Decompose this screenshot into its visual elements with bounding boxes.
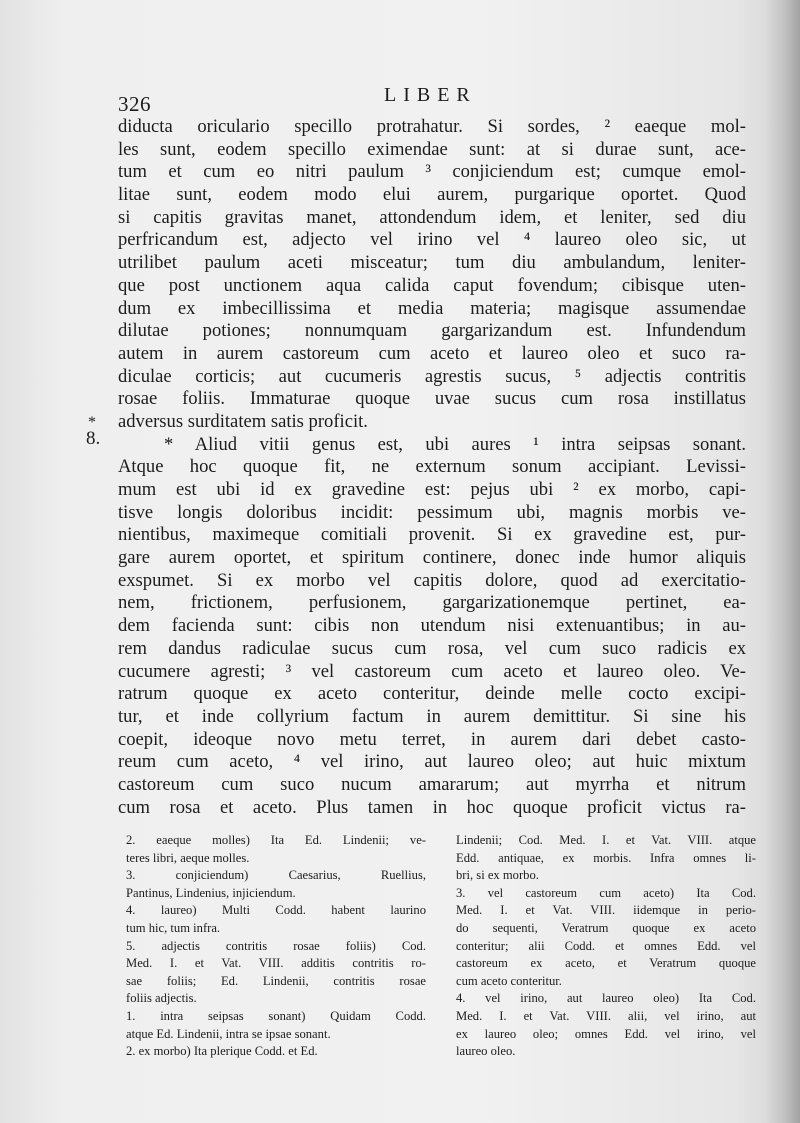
body-text-line: autem in aurem castoreum cum aceto et laureo oleo et suco ra- <box>118 342 746 364</box>
body-text-line: rosae foliis. Immaturae quoque uvae sucus cum rosa instillatus <box>118 388 746 410</box>
body-text-line: ratrum quoque ex aceto conteritur, deinde melle cocto excipi- <box>118 683 746 705</box>
body-text-line: les sunt, eodem specillo eximendae sunt: at si durae sunt, ace- <box>118 138 746 160</box>
body-text-line: utrilibet paulum aceti misceatur; tum diu ambulandum, leniter- <box>118 252 746 274</box>
footnote-line: Med. I. et Vat. VIII. additis contritis ro- <box>126 956 426 971</box>
footnote-line: foliis adjectis. <box>126 991 197 1006</box>
footnote-line: Pantinus, Lindenius, injiciendum. <box>126 885 296 900</box>
body-text-line: exspumet. Si ex morbo vel capitis dolore, quod ad exercitatio- <box>118 569 746 591</box>
footnote-line: 3. conjiciendum) Caesarius, Ruellius, <box>126 868 426 883</box>
footnote-line: castoreum ex aceto, et Veratrum quoque <box>456 956 756 971</box>
footnote-line: Med. I. et Vat. VIII. alii, vel irino, aut <box>456 1008 756 1023</box>
body-text-line: si capitis gravitas manet, attondendum idem, et leniter, sed diu <box>118 206 746 228</box>
body-text-line: nientibus, maximeque comitiali provenit. Si ex gravedine est, pur- <box>118 524 746 546</box>
footnote-line: sae foliis; Ed. Lindenii, contritis rosae <box>126 973 426 988</box>
footnote-line: 5. adjectis contritis rosae foliis) Cod. <box>126 938 426 953</box>
body-text-line: litae sunt, eodem modo elui aurem, purgarique oportet. Quod <box>118 184 746 206</box>
body-text-line: que post unctionem aqua calida caput fovendum; cibisque uten- <box>118 274 746 296</box>
running-head: LIBER <box>384 84 477 106</box>
body-text-line: diculae corticis; aut cucumeris agrestis sucus, ⁵ adjectis contritis <box>118 365 746 387</box>
margin-section-number: 8. <box>86 428 101 449</box>
body-text-line: adversus surditatem satis proficit. <box>118 410 368 432</box>
footnote-line: cum aceto conteritur. <box>456 973 562 988</box>
body-text-line: coepit, ideoque novo metu terret, in aurem dari debet casto- <box>118 728 746 750</box>
footnote-line: laureo oleo. <box>456 1044 516 1059</box>
body-text-line: perfricandum est, adjecto vel irino vel ⁴ laureo oleo sic, ut <box>118 229 746 251</box>
body-text-line: reum cum aceto, ⁴ vel irino, aut laureo oleo; aut huic mixtum <box>118 751 746 773</box>
page-number: 326 <box>118 92 151 116</box>
footnote-line: 4. laureo) Multi Codd. habent laurino <box>126 903 426 918</box>
body-text-line: cum rosa et aceto. Plus tamen in hoc quoque proficit victus ra- <box>118 796 746 818</box>
footnote-line: tum hic, tum infra. <box>126 920 221 935</box>
body-text-line: tum et cum eo nitri paulum ³ conjiciendum est; cumque emol- <box>118 161 746 183</box>
body-text-line: dum ex imbecillissima et media materia; magisque assumendae <box>118 297 746 319</box>
body-text-line: rem dandus radiculae sucus cum rosa, vel cum suco radicis ex <box>118 637 746 659</box>
body-text-line: gare aurem oportet, et spiritum continere, donec inde humor aliquis <box>118 547 746 569</box>
footnote-line: conteritur; alii Codd. et omnes Edd. vel <box>456 938 756 953</box>
body-text-line: cucumere agresti; ³ vel castoreum cum aceto et laureo oleo. Ve- <box>118 660 746 682</box>
body-text-line: mum est ubi id ex gravedine est: pejus ubi ² ex morbo, capi- <box>118 479 746 500</box>
margin-asterisk: * <box>88 414 96 431</box>
main-text-block <box>118 116 746 819</box>
body-text-line: Atque hoc quoque fit, ne externum sonum accipiant. Levissi- <box>118 456 746 478</box>
footnote-line: do sequenti, Veratrum quoque ex aceto <box>456 920 756 935</box>
footnote-line: teres libri, aeque molles. <box>126 850 250 865</box>
body-text-line: diducta oriculario specillo protrahatur. Si sordes, ² eaeque mol- <box>118 116 746 137</box>
footnote-line: Med. I. et Vat. VIII. iidemque in perio- <box>456 903 756 918</box>
footnote-line: ex laureo oleo; omnes Edd. vel irino, vel <box>456 1026 756 1041</box>
footnote-line: Lindenii; Cod. Med. I. et Vat. VIII. atque <box>456 833 756 847</box>
footnote-line: 2. ex morbo) Ita plerique Codd. et Ed. <box>126 1044 318 1059</box>
footnotes-left-column <box>126 832 426 1061</box>
body-text-line: tisve longis doloribus incidit: pessimum ubi, magnis morbis ve- <box>118 501 746 523</box>
body-text-line: nem, frictionem, perfusionem, gargarizationemque pertinet, ea- <box>118 592 746 614</box>
footnote-line: bri, si ex morbo. <box>456 868 539 883</box>
footnote-line: 2. eaeque molles) Ita Ed. Lindenii; ve- <box>126 833 426 847</box>
page-edge-shadow <box>766 0 800 1123</box>
footnote-line: 4. vel irino, aut laureo oleo) Ita Cod. <box>456 991 756 1006</box>
body-text-line: dem facienda sunt: cibis non utendum nisi extenuantibus; in au- <box>118 615 746 637</box>
body-text-line: * Aliud vitii genus est, ubi aures ¹ intra seipsas sonant. <box>164 433 746 455</box>
footnote-line: atque Ed. Lindenii, intra se ipsae sonant. <box>126 1026 331 1041</box>
body-text-line: tur, et inde collyrium factum in aurem demittitur. Si sine his <box>118 705 746 727</box>
footnote-line: 1. intra seipsas sonant) Quidam Codd. <box>126 1008 426 1023</box>
footnote-line: Edd. antiquae, ex morbis. Infra omnes li- <box>456 850 756 865</box>
body-text-line: dilutae potiones; nonnumquam gargarizandum est. Infundendum <box>118 320 746 342</box>
body-text-line: castoreum cum suco nucum amararum; aut myrrha et nitrum <box>118 773 746 795</box>
footnotes-right-column <box>456 832 756 1061</box>
footnote-line: 3. vel castoreum cum aceto) Ita Cod. <box>456 885 756 900</box>
